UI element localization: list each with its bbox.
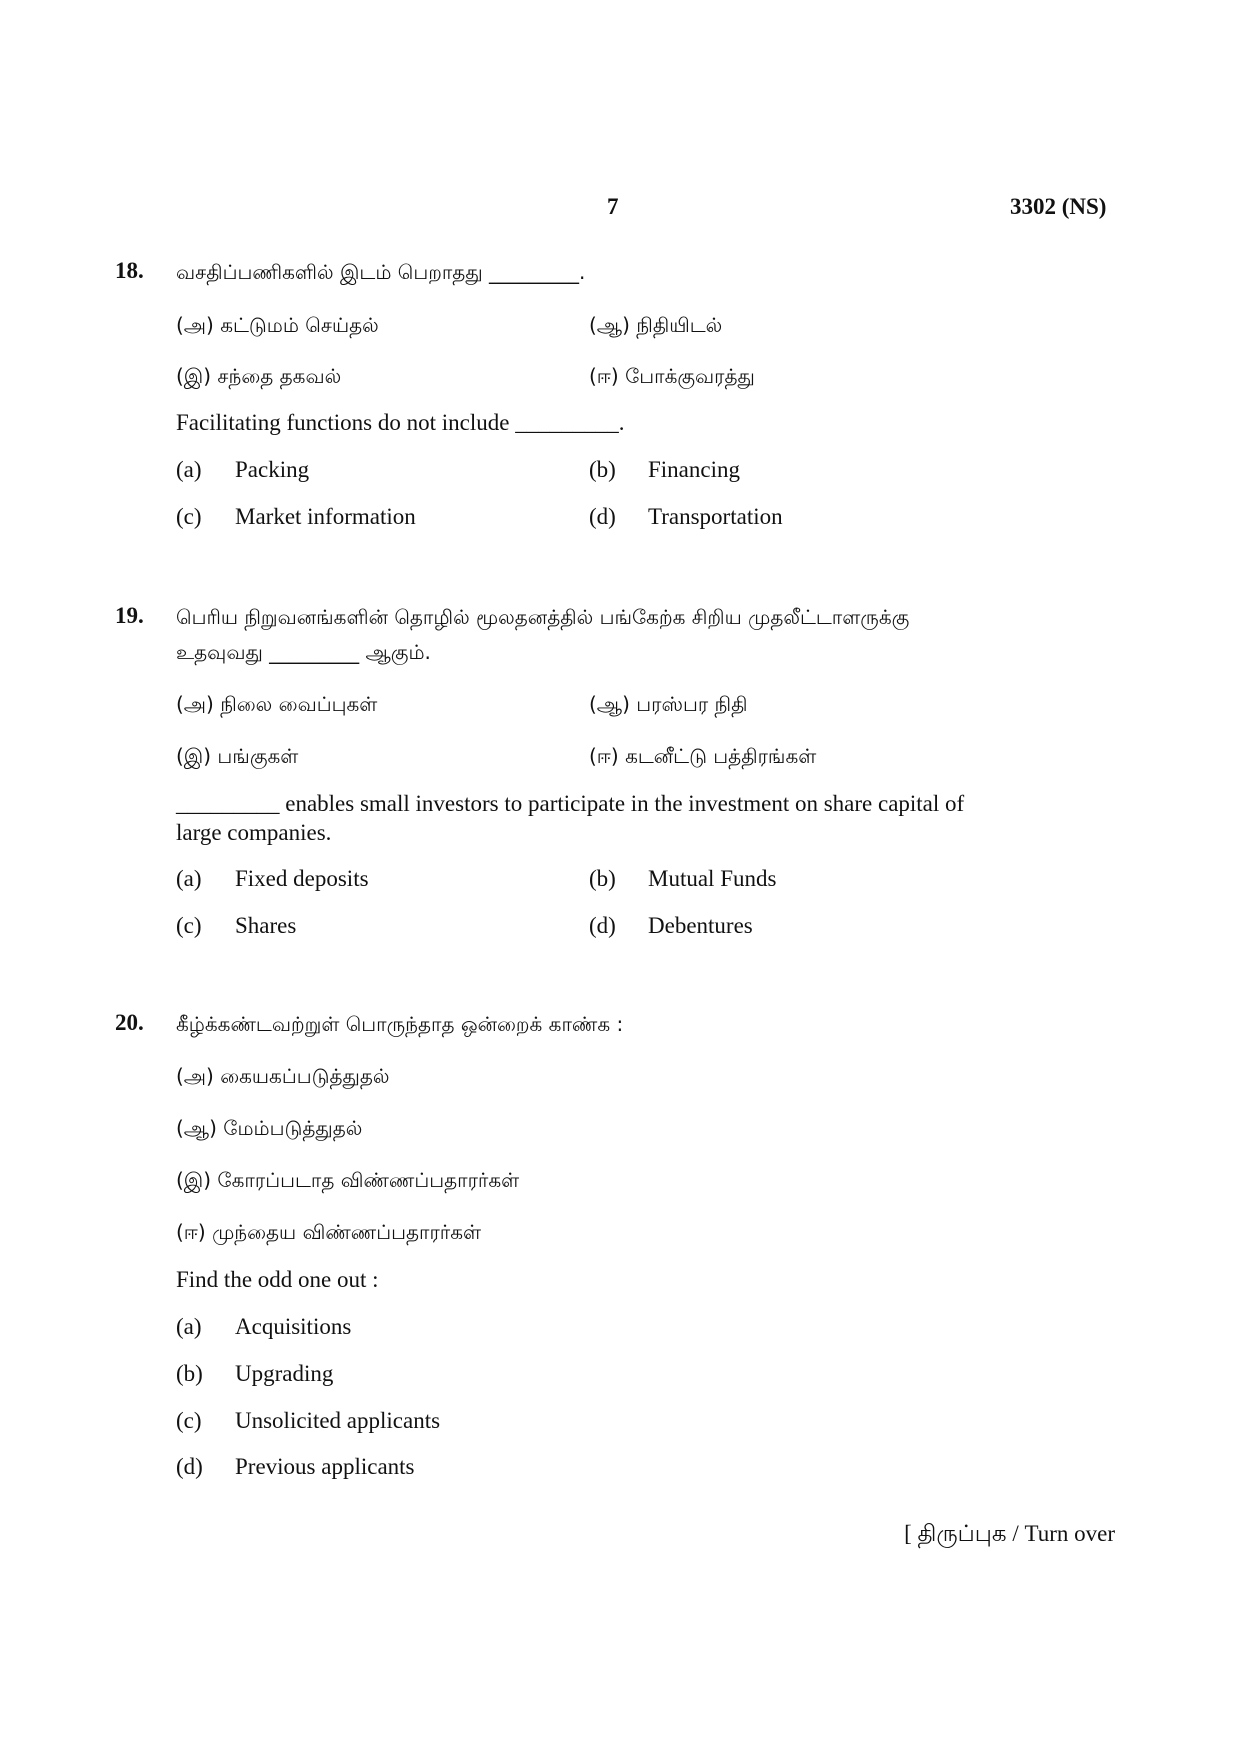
option-b-tamil: (ஆ) மேம்படுத்துதல்: [176, 1116, 363, 1140]
option-d-english: Debentures: [648, 913, 753, 938]
option-c-english: Unsolicited applicants: [235, 1408, 441, 1433]
option-d-tamil: (ஈ) முந்தைய விண்ணப்பதாரர்கள்: [176, 1220, 482, 1244]
question-text-english: Facilitating functions do not include _________.: [176, 410, 625, 435]
turn-over-note: [ திருப்புக / Turn over: [904, 1521, 1115, 1546]
option-c-label: (c): [176, 1408, 202, 1433]
option-b-label: (b): [176, 1361, 203, 1386]
question-number: 20.: [115, 1010, 144, 1035]
option-d-english: Transportation: [648, 504, 783, 529]
option-a-tamil: (அ) கையகப்படுத்துதல்: [176, 1064, 390, 1088]
question-text-tamil-line2: உதவுவது _________ ஆகும்.: [176, 640, 431, 664]
option-c-tamil: (இ) சந்தை தகவல்: [176, 364, 342, 388]
question-text-english: Find the odd one out :: [176, 1267, 379, 1292]
option-a-label: (a): [176, 866, 202, 891]
question-number: 19.: [115, 603, 144, 628]
option-d-label: (d): [176, 1454, 203, 1479]
option-b-tamil: (ஆ) நிதியிடல்: [589, 313, 723, 337]
option-c-label: (c): [176, 913, 202, 938]
option-c-english: Shares: [235, 913, 297, 938]
option-a-english: Packing: [235, 457, 310, 482]
question-text-tamil: கீழ்க்கண்டவற்றுள் பொருந்தாத ஒன்றைக் காண்க :: [176, 1012, 624, 1036]
option-c-tamil: (இ) கோரப்படாத விண்ணப்பதாரர்கள்: [176, 1168, 520, 1192]
option-a-english: Acquisitions: [235, 1314, 352, 1339]
question-number: 18.: [115, 258, 144, 283]
option-d-tamil: (ஈ) கடனீட்டு பத்திரங்கள்: [589, 744, 817, 768]
question-text-tamil: வசதிப்பணிகளில் இடம் பெறாதது _________.: [176, 260, 586, 284]
option-d-tamil: (ஈ) போக்குவரத்து: [589, 364, 755, 388]
question-text-english-line1: _________ enables small investors to participate in the investment on share capital of: [176, 791, 965, 816]
option-b-tamil: (ஆ) பரஸ்பர நிதி: [589, 692, 748, 716]
option-b-english: Financing: [648, 457, 740, 482]
option-b-label: (b): [589, 457, 616, 482]
option-a-label: (a): [176, 1314, 202, 1339]
option-d-label: (d): [589, 504, 616, 529]
question-text-english-line2: large companies.: [176, 820, 332, 845]
option-b-english: Upgrading: [235, 1361, 334, 1386]
option-c-english: Market information: [235, 504, 416, 529]
option-d-english: Previous applicants: [235, 1454, 415, 1479]
option-c-label: (c): [176, 504, 202, 529]
option-b-english: Mutual Funds: [648, 866, 777, 891]
option-a-tamil: (அ) நிலை வைப்புகள்: [176, 692, 378, 716]
page-number: 7: [607, 194, 619, 219]
option-a-english: Fixed deposits: [235, 866, 369, 891]
option-c-tamil: (இ) பங்குகள்: [176, 744, 299, 768]
option-d-label: (d): [589, 913, 616, 938]
option-a-label: (a): [176, 457, 202, 482]
option-a-tamil: (அ) கட்டுமம் செய்தல்: [176, 313, 379, 337]
option-b-label: (b): [589, 866, 616, 891]
question-text-tamil-line1: பெரிய நிறுவனங்களின் தொழில் மூலதனத்தில் பங்கேற்க சிறிய முதலீட்டாளருக்கு: [176, 605, 910, 629]
paper-code: 3302 (NS): [1010, 194, 1107, 219]
